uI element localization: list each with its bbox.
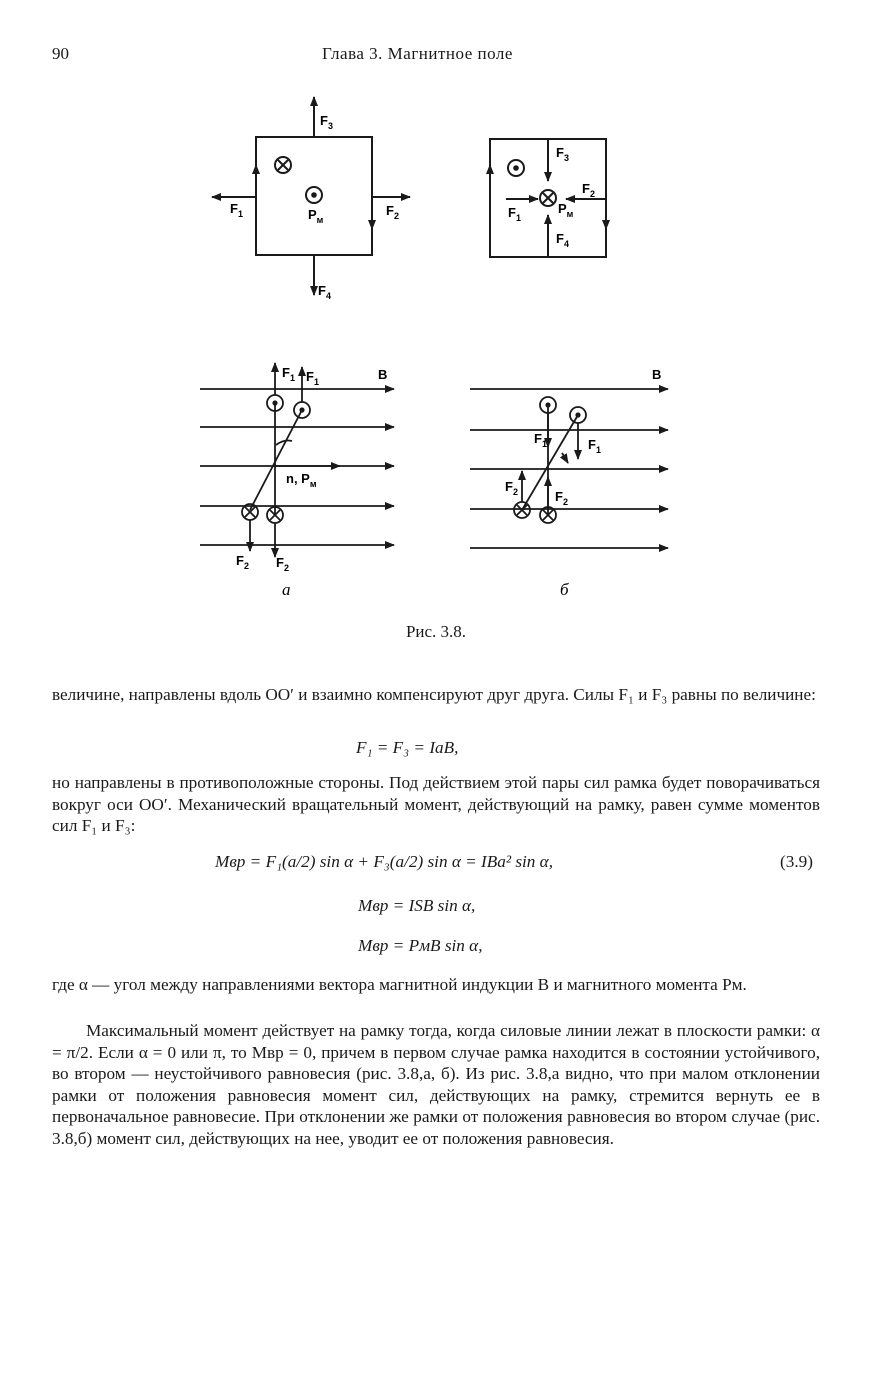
svg-text:Pм: $P_м$ xyxy=(558,201,574,219)
svg-text:F2: $F_2$ xyxy=(582,181,595,199)
figure-top xyxy=(0,85,872,315)
equation-number: (3.9) xyxy=(780,852,813,871)
svg-text:n, Pм: n, $P_м$ xyxy=(286,471,317,489)
equation-3: Mвр = ISB sin α, xyxy=(358,896,476,915)
svg-text:F2: $F_2$ xyxy=(386,203,399,221)
equation-4: Mвр = PмB sin α, xyxy=(358,936,483,955)
svg-text:F1: $F_1$ xyxy=(508,205,521,223)
figure-bottom xyxy=(0,355,872,605)
chapter-title: Глава 3. Магнитное поле xyxy=(322,44,513,63)
svg-text:B: B xyxy=(378,367,388,382)
page-number: 90 xyxy=(52,44,69,63)
svg-text:F2: $F_2$ xyxy=(276,555,289,573)
svg-text:F4: $F_4$ xyxy=(318,283,331,301)
equation-1: F₁ = F₃ = IaB, xyxy=(356,738,459,757)
svg-text:F3: $F_3$ xyxy=(556,145,569,163)
svg-text:F1: $F_1$ xyxy=(534,431,547,449)
svg-text:F2: $F_2$ xyxy=(555,489,568,507)
svg-text:F1: $F_1$ xyxy=(282,365,295,383)
svg-text:F3: $F_3$ xyxy=(320,113,333,131)
paragraph-1: величине, направлены вдоль OO′ и взаимно компенсируют друг друга. Силы F₁ и F₃ равны по величине: xyxy=(52,685,816,704)
panel-label-b: б xyxy=(560,580,569,599)
svg-text:F1: $F_1$ xyxy=(306,369,319,387)
paragraph-2: но направлены в противоположные стороны. Под действием этой пары сил рамка будет поворачиваться вокруг оси OO′. Механический вращательный момент, действующий на рамку, равен сумме моментов сил F₁ и F₃: xyxy=(52,773,820,835)
svg-text:F2: $F_2$ xyxy=(236,553,249,571)
panel-label-a: а xyxy=(282,580,291,599)
svg-text:F1: $F_1$ xyxy=(588,437,601,455)
svg-text:B: B xyxy=(652,367,662,382)
paragraph-3: где α — угол между направлениями вектора магнитной индукции B и магнитного момента Pм. xyxy=(52,975,747,994)
figure-caption: Рис. 3.8. xyxy=(405,622,467,641)
svg-text:F1: $F_1$ xyxy=(230,201,243,219)
svg-text:F2: $F_2$ xyxy=(505,479,518,497)
svg-text:Pм: $P_м$ xyxy=(308,207,324,225)
paragraph-4: Максимальный момент действует на рамку тогда, когда силовые линии лежат в плоскости рамки: α = π/2. Если α = 0 или π, то Mвр = 0, причем в первом случае рамка находится в состоянии устойчивого, во втором — неустойчивого равновесия (рис. 3.8,а, б). Из рис. 3.8,а видно, что при малом отклонении рамки от положения равновесия момент сил, действующих на рамку, стремится вернуть ее в первоначальное равновесие. При отклонении же рамки от положения равновесия во втором случае (рис. 3.8,б) момент сил, действующих на нее, уводит ее от положения равновесия. xyxy=(52,1021,820,1148)
equation-2: Mвр = F₁(a/2) sin α + F₃(a/2) sin α = IBa² sin α, xyxy=(215,852,554,871)
svg-text:F4: $F_4$ xyxy=(556,231,569,249)
